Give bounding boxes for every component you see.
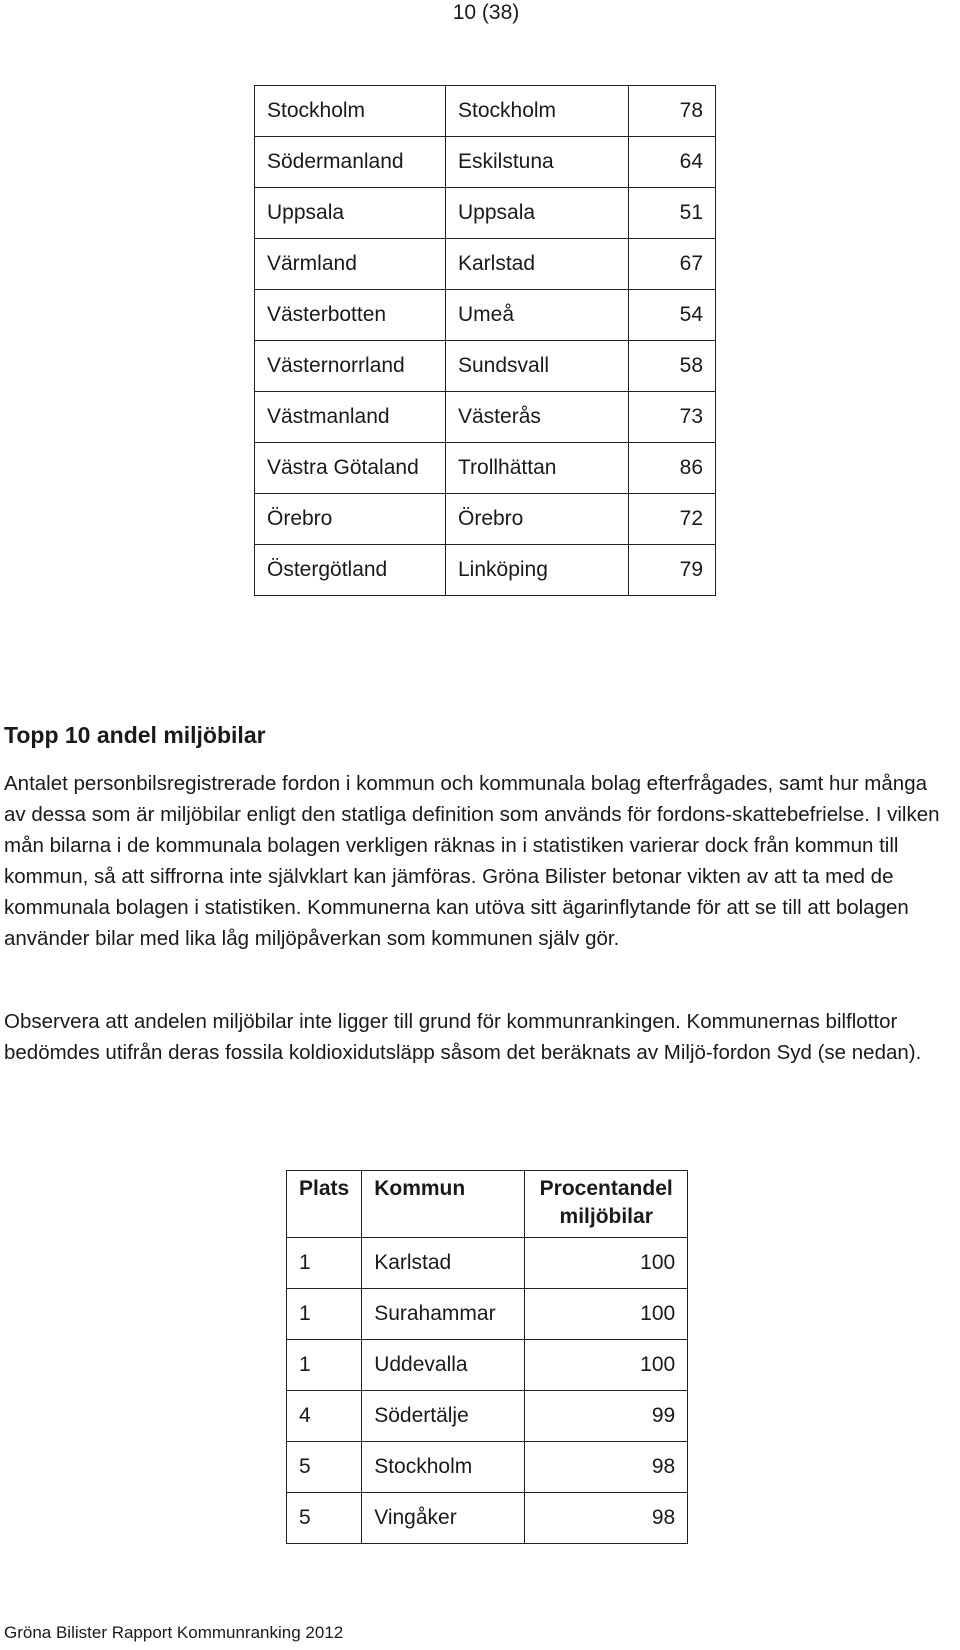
city-cell: Stockholm <box>446 86 629 137</box>
page-footer: Gröna Bilister Rapport Kommunranking 2012 <box>4 1623 344 1642</box>
county-cell: Örebro <box>255 494 446 545</box>
city-cell: Linköping <box>446 545 629 596</box>
county-cell: Södermanland <box>255 137 446 188</box>
body-paragraph: Antalet personbilsregistrerade fordon i kommun och kommunala bolag efterfrågades, samt hur många av dessa som är miljöbilar enligt den statliga definition som används för fordons-skattebefrielse. I vilken mån bilarna i de kommunala bolagen verkligen räknas in i statistiken varierar dock från kommun till kommun, så att siffrorna inte självklart kan jämföras. Gröna Bilister betonar vikten av att ta med de kommunala bolagen i statistiken. Kommunerna kan utöva sitt ägarinflytande för att se till att bolagen använder bilar med lika låg miljöpåverkan som kommunen själv gör. <box>4 772 940 950</box>
county-cell: Västernorrland <box>255 341 446 392</box>
county-cell: Uppsala <box>255 188 446 239</box>
percent-cell: 100 <box>525 1289 688 1340</box>
table-row <box>287 1340 688 1391</box>
table-row <box>255 341 716 392</box>
table-row <box>255 392 716 443</box>
municipality-cell: Stockholm <box>362 1442 525 1493</box>
value-cell: 79 <box>629 545 716 596</box>
county-cell: Östergötland <box>255 545 446 596</box>
table-row <box>255 443 716 494</box>
county-cell: Stockholm <box>255 86 446 137</box>
place-cell: 1 <box>287 1340 362 1391</box>
place-cell: 5 <box>287 1493 362 1544</box>
page-number: 10 (38) <box>452 1 520 24</box>
percent-cell: 100 <box>525 1238 688 1289</box>
percent-cell: 98 <box>525 1442 688 1493</box>
value-cell: 72 <box>629 494 716 545</box>
city-cell: Karlstad <box>446 239 629 290</box>
value-cell: 58 <box>629 341 716 392</box>
column-header-percent: Procentandel miljöbilar <box>525 1171 688 1238</box>
table-row <box>287 1442 688 1493</box>
city-cell: Västerås <box>446 392 629 443</box>
place-cell: 4 <box>287 1391 362 1442</box>
place-cell: 1 <box>287 1238 362 1289</box>
table-row <box>287 1493 688 1544</box>
table-row <box>287 1391 688 1442</box>
table-row <box>255 188 716 239</box>
county-cell: Värmland <box>255 239 446 290</box>
table-row <box>287 1289 688 1340</box>
value-cell: 78 <box>629 86 716 137</box>
city-cell: Örebro <box>446 494 629 545</box>
place-cell: 1 <box>287 1289 362 1340</box>
table-row <box>255 290 716 341</box>
table-row <box>255 545 716 596</box>
percent-cell: 99 <box>525 1391 688 1442</box>
county-table <box>254 85 716 596</box>
municipality-cell: Surahammar <box>362 1289 525 1340</box>
table-row <box>255 86 716 137</box>
municipality-cell: Södertälje <box>362 1391 525 1442</box>
section-heading: Topp 10 andel miljöbilar <box>4 722 266 748</box>
value-cell: 73 <box>629 392 716 443</box>
value-cell: 51 <box>629 188 716 239</box>
percent-cell: 100 <box>525 1340 688 1391</box>
column-header-municipality: Kommun <box>362 1171 525 1238</box>
table-row <box>287 1238 688 1289</box>
city-cell: Eskilstuna <box>446 137 629 188</box>
table-row <box>255 494 716 545</box>
city-cell: Trollhättan <box>446 443 629 494</box>
table-header-row <box>287 1171 688 1238</box>
county-cell: Västra Götaland <box>255 443 446 494</box>
value-cell: 67 <box>629 239 716 290</box>
body-paragraph: Observera att andelen miljöbilar inte ligger till grund för kommunrankingen. Kommunernas bilflottor bedömdes utifrån deras fossila koldioxidutsläpp såsom det beräknats av Miljö-fordon Syd (se nedan). <box>4 1010 922 1064</box>
county-cell: Västerbotten <box>255 290 446 341</box>
county-cell: Västmanland <box>255 392 446 443</box>
city-cell: Uppsala <box>446 188 629 239</box>
city-cell: Umeå <box>446 290 629 341</box>
value-cell: 64 <box>629 137 716 188</box>
table-row <box>255 239 716 290</box>
place-cell: 5 <box>287 1442 362 1493</box>
value-cell: 86 <box>629 443 716 494</box>
ranking-table <box>286 1170 688 1544</box>
percent-cell: 98 <box>525 1493 688 1544</box>
municipality-cell: Uddevalla <box>362 1340 525 1391</box>
column-header-place: Plats <box>287 1171 362 1238</box>
municipality-cell: Karlstad <box>362 1238 525 1289</box>
municipality-cell: Vingåker <box>362 1493 525 1544</box>
city-cell: Sundsvall <box>446 341 629 392</box>
table-row <box>255 137 716 188</box>
value-cell: 54 <box>629 290 716 341</box>
